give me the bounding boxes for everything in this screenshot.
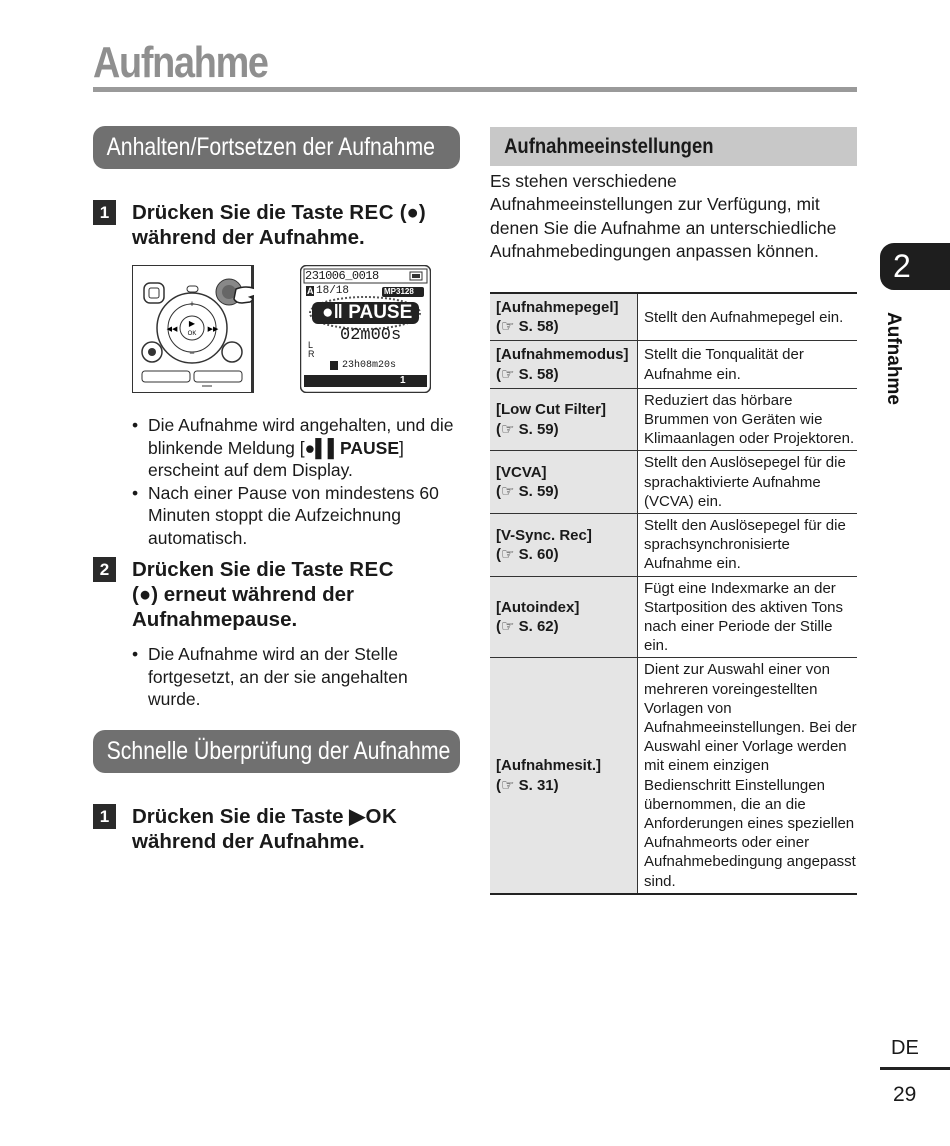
table-row xyxy=(490,451,857,514)
list-item: • Nach einer Pause von mindestens 60 Minuten stoppt die Aufzeichnung automatisch. xyxy=(132,482,462,550)
settings-intro-text: Es stehen verschiedene Aufnahmeeinstellungen zur Verfügung, mit denen Sie die Aufnahme an unterschiedliche Aufnahmebedingungen anpassen können. xyxy=(490,171,837,261)
setting-name: [Aufnahmepegel] xyxy=(496,299,619,316)
step-text-b: (●) xyxy=(394,201,426,224)
display-channel-r: R xyxy=(308,349,315,359)
display-status-text: PAUSE xyxy=(348,302,413,323)
setting-name-cell: [VCVA] (☞ S. 59) xyxy=(490,451,638,514)
chapter-tab: 2 xyxy=(880,243,950,290)
display-elapsed-time: 02m00s xyxy=(340,326,402,345)
heading-text: Aufnahmeeinstellungen xyxy=(504,135,714,158)
recorder-display-illustration xyxy=(300,265,431,393)
step-instruction xyxy=(132,200,457,250)
setting-description: Stellt den Auslösepegel für die sprachaktivierte Aufnahme (VCVA) ein. xyxy=(644,454,846,510)
step-text-a: Drücken Sie die Taste xyxy=(132,201,350,224)
recorder-buttons-illustration xyxy=(132,265,254,393)
step-text-b: (●) erneut während der Aufnahmepause. xyxy=(132,583,354,631)
page-reference-icon: ☞ xyxy=(501,420,515,438)
list-item: • Die Aufnahme wird angehalten, und die blinkende Meldung [●▌▌PAUSE] erscheint auf dem Display. xyxy=(132,414,462,482)
step-number: 2 xyxy=(93,557,116,582)
display-filename: 231006_0018 xyxy=(305,269,379,283)
display-pause-status xyxy=(322,301,412,325)
page-reference-icon: ☞ xyxy=(501,483,515,501)
setting-name: [Autoindex] xyxy=(496,598,580,616)
section-heading-text: Anhalten/Fortsetzen der Aufnahme xyxy=(106,133,436,161)
page-reference-link[interactable]: S. 59 xyxy=(518,420,554,438)
step-text-a: Drücken Sie die Taste xyxy=(132,805,350,828)
svg-text:−: − xyxy=(189,348,195,358)
setting-description: Stellt den Auslösepegel für die sprachsynchronisierte Aufnahme ein. xyxy=(644,517,846,573)
display-file-count: 18/18 xyxy=(316,285,350,297)
svg-text:▶▶: ▶▶ xyxy=(207,326,219,333)
setting-name: [Low Cut Filter] xyxy=(496,401,606,419)
table-row xyxy=(490,341,857,388)
page-reference-link[interactable]: S. 58 xyxy=(518,318,554,336)
page-number: 29 xyxy=(893,1083,917,1106)
setting-description: Dient zur Auswahl einer von mehreren voreingestellten Vorlagen von Aufnahmeeinstellungen. Bei der Auswahl einer Vorlage werden mit einem einzigen Bedienschritt Einstellungen übernommen, die an die Anforderungen eines speziellen Aufnahmeorts oder einer Aufnahmebedingung angepasst sind. xyxy=(644,661,857,890)
chapter-side-label: Aufnahme xyxy=(883,312,904,405)
page-reference-icon: ☞ xyxy=(501,318,515,336)
page-reference-icon: ☞ xyxy=(501,545,515,563)
page-title: Aufnahme xyxy=(93,38,268,87)
display-remaining-time: 23h08m20s xyxy=(342,360,397,371)
recording-settings-table xyxy=(490,292,857,895)
table-row xyxy=(490,658,857,894)
page-reference-link[interactable]: S. 31 xyxy=(518,776,554,794)
page-reference-link[interactable]: S. 62 xyxy=(518,618,554,636)
setting-description: Reduziert das hörbare Brummen von Geräten wie Klimaanlagen oder Projektoren. xyxy=(644,391,855,448)
page-reference-icon: ☞ xyxy=(501,776,515,794)
setting-name-cell: [Low Cut Filter] (☞ S. 59) xyxy=(490,388,638,451)
pause-icon: ●▌▌ xyxy=(304,437,341,458)
step-instruction xyxy=(132,557,422,632)
svg-text:▶: ▶ xyxy=(188,319,196,328)
setting-name: [Aufnahmesit.] xyxy=(496,757,601,775)
step-number: 1 xyxy=(93,200,116,225)
setting-name: [Aufnahmemodus] xyxy=(496,346,629,364)
step-number: 1 xyxy=(93,804,116,829)
rec-key-label: REC xyxy=(349,558,395,581)
page-reference-icon: ☞ xyxy=(501,618,515,636)
setting-name-cell: [Aufnahmesit.] (☞ S. 31) xyxy=(490,658,638,894)
setting-description: Stellt die Tonqualität der Aufnahme ein. xyxy=(644,346,804,383)
display-index: 1 xyxy=(400,375,406,386)
page-reference-link[interactable]: S. 59 xyxy=(518,483,554,501)
section-heading-text: Schnelle Überprüfung der Aufnahme xyxy=(106,737,451,765)
rec-key-label: REC xyxy=(349,201,395,224)
list-item: • Die Aufnahme wird an der Stelle fortgesetzt, an der sie angehalten wurde. xyxy=(132,643,442,711)
section-heading-pause-resume xyxy=(93,126,460,169)
page-reference-icon: ☞ xyxy=(501,365,515,383)
table-row xyxy=(490,514,857,577)
setting-name-cell: [Aufnahmepegel] (☞ S. 58) xyxy=(490,293,638,341)
table-row xyxy=(490,388,857,451)
setting-name-cell: [Aufnahmemodus] (☞ S. 58) xyxy=(490,341,638,388)
title-rule xyxy=(93,87,857,92)
step2-notes xyxy=(132,643,442,711)
display-format: MP3128 xyxy=(384,287,414,296)
setting-name: [V-Sync. Rec] xyxy=(496,526,592,544)
svg-text:OK: OK xyxy=(187,331,197,337)
language-label: DE xyxy=(891,1037,919,1059)
setting-name-cell: [V-Sync. Rec] (☞ S. 60) xyxy=(490,514,638,577)
svg-text:◀◀: ◀◀ xyxy=(166,326,178,333)
display-folder: A xyxy=(307,286,314,296)
ok-key-label: ▶OK xyxy=(349,805,398,828)
recording-settings-heading xyxy=(490,127,857,166)
step-text-c: während der Aufnahme. xyxy=(132,830,365,853)
section-heading-quick-check xyxy=(93,730,460,773)
language-rule xyxy=(880,1067,950,1070)
step-text-a: Drücken Sie die Taste xyxy=(132,558,350,581)
step-text-c: während der Aufnahme. xyxy=(132,226,365,249)
svg-text:+: + xyxy=(189,299,195,309)
step1-notes xyxy=(132,414,462,549)
setting-name-cell: [Autoindex] (☞ S. 62) xyxy=(490,576,638,658)
setting-name: [VCVA] xyxy=(496,464,547,482)
step-instruction xyxy=(132,804,457,854)
table-row xyxy=(490,293,857,341)
display-channel-l: L xyxy=(308,340,314,350)
page-reference-link[interactable]: S. 60 xyxy=(518,545,554,563)
table-row xyxy=(490,576,857,658)
pause-record-icon: ●‖ xyxy=(322,302,343,323)
page-reference-link[interactable]: S. 58 xyxy=(518,365,554,383)
setting-description: Fügt eine Indexmarke an der Startposition des aktiven Tons nach einer Periode der Stille ein. xyxy=(644,579,844,655)
setting-description: Stellt den Aufnahmepegel ein. xyxy=(644,308,844,326)
